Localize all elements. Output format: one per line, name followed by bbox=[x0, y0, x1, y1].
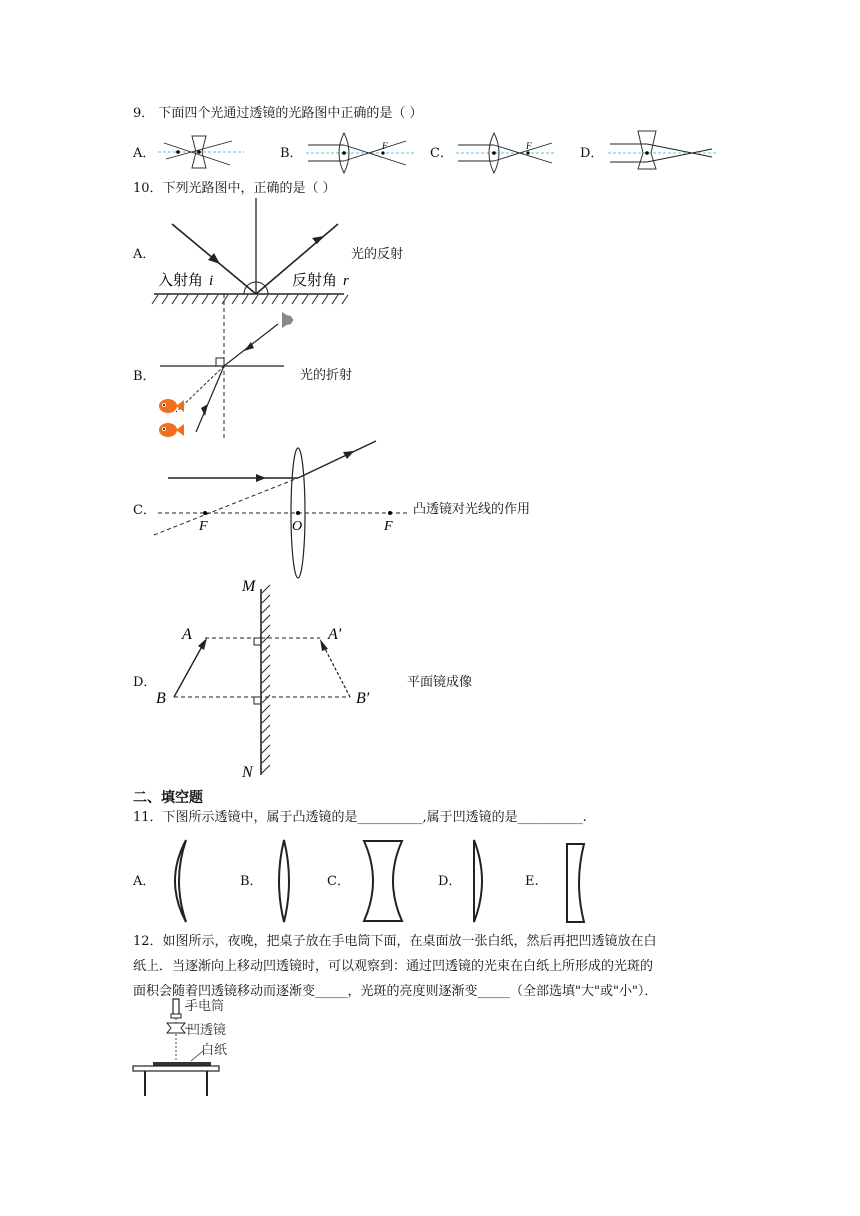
fish-icon bbox=[159, 423, 184, 437]
q11-stem: 11．下图所示透镜中，属于凸透镜的是__________,属于凹透镜的是__________. bbox=[133, 810, 587, 825]
q10-option-d: D． bbox=[133, 675, 157, 690]
q10-a-incident-label: 入射角 bbox=[158, 271, 204, 289]
q10-d-mirror-top-label: M bbox=[242, 578, 256, 595]
q10-d-point-a: A bbox=[182, 626, 192, 643]
q10-a-reflect-label: 反射角 bbox=[292, 271, 338, 289]
q9-diagram-a bbox=[158, 135, 258, 169]
q10-b-caption: 光的折射 bbox=[300, 368, 353, 383]
flashlight-icon bbox=[173, 999, 179, 1015]
q12-label-paper: 白纸 bbox=[201, 1043, 228, 1058]
q12-line1: 12．如图所示，夜晚，把桌子放在手电筒下面，在桌面放一张白纸，然后再把凹透镜放在白 bbox=[133, 934, 657, 949]
q9-option-c: C． bbox=[430, 146, 453, 161]
section-title: 二、填空题 bbox=[133, 790, 203, 806]
q10-stem: 10．下列光路图中，正确的是（ ） bbox=[133, 181, 336, 196]
q10-a-reflect-symbol: r bbox=[343, 273, 349, 289]
q10-diagram-b-refraction bbox=[150, 294, 300, 444]
q11-option-c: C． bbox=[327, 874, 350, 889]
q11-option-d: D． bbox=[438, 874, 462, 889]
q9-diagram-d bbox=[608, 131, 718, 169]
q9-c-focus-label: F bbox=[526, 141, 532, 151]
q10-d-image-b: B′ bbox=[356, 690, 370, 707]
q10-diagram-d-plane-mirror bbox=[150, 575, 390, 785]
q11-option-e: E. bbox=[525, 874, 539, 889]
q9-stem: 9． 下面四个光通过透镜的光路图中正确的是（ ） bbox=[133, 106, 423, 121]
q10-d-mirror-bottom-label: N bbox=[242, 764, 253, 781]
q9-b-focus-label: F bbox=[382, 141, 388, 151]
q10-diagram-c-convex-lens bbox=[150, 438, 420, 578]
q12-apparatus-diagram bbox=[131, 996, 241, 1102]
q9-option-b: B． bbox=[280, 146, 303, 161]
q10-option-c: C． bbox=[133, 503, 156, 518]
q12-line2: 纸上．当逐渐向上移动凹透镜时，可以观察到：通过凹透镜的光束在白纸上所形成的光斑的 bbox=[133, 959, 654, 974]
q10-option-a: A． bbox=[133, 247, 156, 262]
q10-d-caption: 平面镜成像 bbox=[407, 675, 473, 690]
q11-lens-b bbox=[274, 838, 294, 924]
q10-option-b: B． bbox=[133, 369, 156, 384]
q11-option-b: B． bbox=[240, 874, 263, 889]
q10-a-caption: 光的反射 bbox=[351, 247, 404, 262]
q10-d-image-a: A′ bbox=[328, 626, 342, 643]
q10-c-focus-left: F bbox=[199, 519, 208, 534]
q10-a-incident-symbol: i bbox=[209, 273, 214, 289]
q9-diagram-b bbox=[306, 133, 416, 173]
eye-icon bbox=[282, 312, 294, 328]
q12-label-flashlight: 手电筒 bbox=[185, 999, 225, 1014]
q9-option-a: A． bbox=[133, 146, 156, 161]
fish-icon bbox=[159, 399, 184, 413]
q10-d-point-b: B bbox=[156, 690, 166, 707]
q11-lens-a bbox=[166, 838, 196, 924]
q9-diagram-c bbox=[456, 133, 556, 173]
q10-c-caption: 凸透镜对光线的作用 bbox=[413, 502, 531, 517]
q9-option-d: D． bbox=[580, 146, 604, 161]
q11-lens-d bbox=[470, 838, 490, 924]
q10-c-optical-center: O bbox=[292, 519, 303, 534]
q12-line3: 面积会随着凹透镜移动而逐渐变_____，光斑的亮度则逐渐变_____（全部选填"大"或"小"）． bbox=[133, 984, 658, 999]
q10-c-focus-right: F bbox=[384, 519, 393, 534]
q11-lens-c bbox=[360, 838, 406, 924]
q11-lens-e bbox=[564, 842, 588, 928]
q11-option-a: A． bbox=[133, 874, 156, 889]
q12-label-lens: 凹透镜 bbox=[187, 1023, 227, 1038]
